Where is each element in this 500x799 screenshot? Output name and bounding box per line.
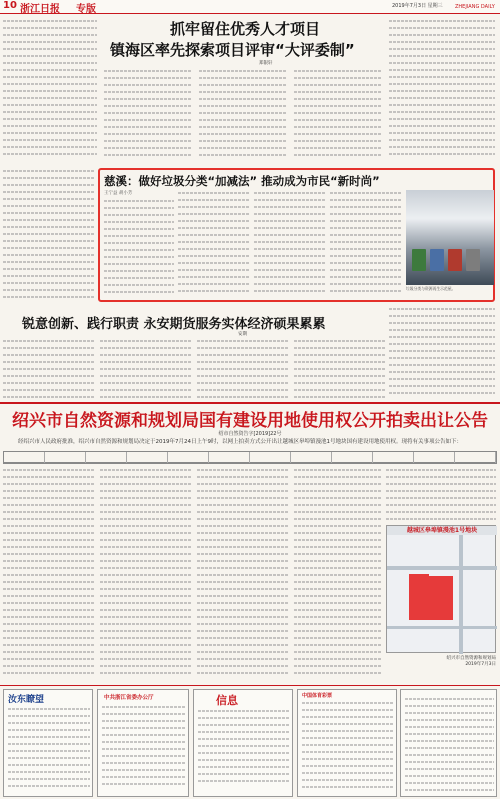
announcement-footer [386, 656, 496, 668]
masthead [0, 0, 500, 14]
top-article-col-3 [199, 68, 287, 163]
middle-article-byline: 安期 [238, 332, 247, 337]
ad-box-2-title: 中共浙江省委办公厅 [104, 695, 154, 701]
parcel-table-row [3, 456, 497, 464]
announcement-date: 2019年7月3日 [465, 662, 496, 667]
ad-box-3 [193, 689, 293, 797]
announcement-number: 绍市自然资告字[2019]22号 [218, 431, 282, 437]
bottom-ads-row [0, 685, 500, 799]
ad-box-2-body [102, 704, 186, 794]
highlight-col-2 [178, 190, 250, 298]
highlight-col-1 [104, 198, 174, 298]
announcement-col-5 [386, 467, 496, 522]
announcement-title: 绍兴市自然资源和规划局国有建设用地使用权公开拍卖出让公告 [12, 411, 488, 431]
section-divider [0, 402, 500, 404]
announcement-intro: 经绍兴市人民政府批准，绍兴市自然资源和规划局决定于2019年7月24日上午9时，以网上拍卖方式公开出让越城区皋埠镇漫池1号地块国有建设用地使用权。现将有关事项公告如下： [18, 439, 462, 445]
map-road [459, 535, 463, 654]
ad-box-1-body [8, 706, 90, 794]
parcel-location-map [386, 525, 496, 653]
top-article-byline: 郑银轩 [259, 61, 273, 66]
top-article-col-2 [104, 68, 192, 163]
bin-icon [412, 249, 426, 271]
parcel-plot [409, 576, 453, 620]
map-road [387, 566, 497, 570]
page-number: 10 [3, 0, 17, 11]
ad-box-4 [297, 689, 397, 797]
top-article-title-line2: 镇海区率先探索项目评审“大评委制” [110, 41, 355, 59]
top-article-title-line1: 抓牢留住优秀人才项目 [170, 20, 321, 38]
highlight-col-4 [330, 190, 402, 298]
left-column-body [3, 168, 95, 302]
bin-icon [466, 249, 480, 271]
ad-box-4-title: 中国体育彩票 [302, 693, 333, 699]
middle-article-title: 锐意创新、践行职责 永安期货服务实体经济硕果累累 [22, 317, 326, 332]
issue-date: 2019年7月3日 星期三 [392, 3, 443, 9]
map-title: 越城区皋埠镇漫池1号地块 [387, 526, 497, 535]
ad-box-5 [400, 689, 497, 797]
ad-box-3-body [198, 708, 290, 794]
announcement-col-2 [100, 467, 192, 682]
bin-icon [430, 249, 444, 271]
middle-col-5 [389, 306, 495, 400]
recycling-house-photo [406, 190, 494, 285]
photo-caption: 垃圾分类与资源再生示范屋。 [406, 286, 456, 291]
bin-icon [448, 249, 462, 271]
ad-box-1-title: 汝东瞭望 [8, 695, 45, 705]
announcement-col-4 [294, 467, 382, 682]
announcement-issuer: 绍兴市自然资源和规划局 [446, 656, 496, 661]
section-name: 专版 [76, 4, 96, 15]
announcement-col-1 [3, 467, 95, 682]
middle-col-1 [3, 338, 95, 400]
highlight-article-title: 慈溪：做好垃圾分类“加减法” 推动成为市民“新时尚” [104, 174, 380, 188]
middle-col-2 [100, 338, 192, 400]
middle-col-3 [197, 338, 289, 400]
ad-box-4-body [302, 700, 394, 794]
ad-box-5-body [405, 696, 494, 794]
highlight-col-3 [254, 190, 326, 298]
top-article-col-5 [389, 18, 495, 163]
top-article-body-left [3, 18, 97, 163]
map-road [387, 626, 497, 629]
parcel-plot [409, 574, 429, 578]
middle-col-4 [294, 338, 386, 400]
announcement-col-3 [197, 467, 289, 682]
paper-name: 浙江日报 [20, 4, 60, 15]
english-name: ZHEJIANG DAILY [455, 4, 495, 10]
highlight-article-byline: 王宁益 胡小芳 [104, 191, 133, 196]
ad-box-2 [97, 689, 189, 797]
ad-box-1 [3, 689, 93, 797]
ad-box-3-title: 信息 [216, 694, 238, 707]
top-article-col-4 [294, 68, 382, 163]
